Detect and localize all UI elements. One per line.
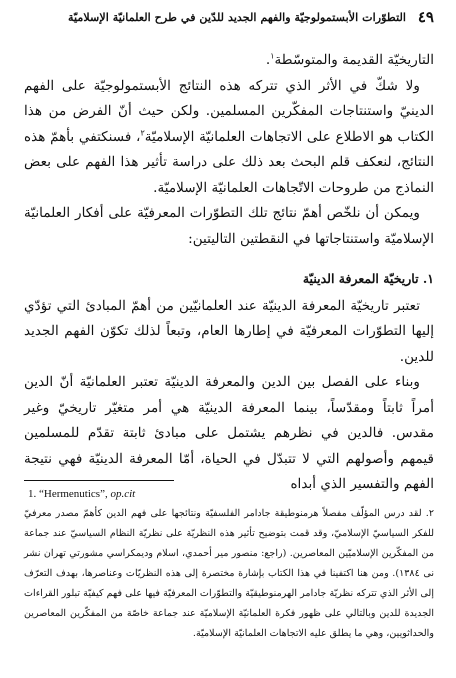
paragraph: تعتبر تاريخيّة المعرفة الدينيّة عند العلمانيّين من أهمّ المبادئ التي تؤدّي إليها التطوّرات المعرفيّة في إطارها العام، وتبعاً لذلك تكوّن الفهم الجديد للدين. — [24, 297, 434, 365]
paragraph-text: ، فسنكتفي بأهمّ هذه النتائج، لنعكف قلم البحث بعد ذلك على دراسة تأثير هذا الفهم على بعض النماذج من طروحات الاتّجاهات العلمانيّة الإسلاميّة. — [24, 128, 434, 196]
paragraph-text: التاريخيّة القديمة والمتوسّطة — [274, 52, 434, 68]
paragraph-text: ولا شكّ في الأثر الذي تتركه هذه النتائج الأبستمولوجيّة على الفهم الدينيّ واستنتاجات المفكّرين المسلمين. ولكن حيث أنّ الفرض من هذا الكتاب هو الاطلاع على الاتجاهات العلمانيّة الإسلاميّة — [24, 77, 434, 145]
footnote-number: 1. — [28, 488, 37, 500]
footnote-ref: ٢ — [140, 127, 145, 137]
footnote-divider — [24, 480, 174, 481]
page-number: ٤٩ — [417, 8, 434, 26]
page-header — [0, 8, 456, 30]
paragraph: ويمكن أن نلخّص أهمّ نتائج تلك التطوّرات المعرفيّة على أفكار العلمانيّة الإسلاميّة واستنتاجاتها في النقطتين التاليتين: — [24, 205, 434, 247]
footnote-term: “Hermenutics”, — [39, 488, 108, 500]
main-text — [24, 48, 434, 498]
paragraph: التاريخيّة القديمة والمتوسّطة$^١$. — [265, 51, 434, 68]
footnotes — [24, 484, 434, 644]
running-title: التطوّرات الأبستمولوجيّة والفهم الجديد للدّين في طرح العلمانيّة الإسلاميّة — [68, 10, 406, 24]
footnote-1 — [28, 484, 434, 504]
footnote-citation: op.cit — [110, 488, 136, 500]
footnote-ref: ١ — [270, 51, 275, 61]
section-heading: ١. تاريخيّة المعرفة الدينيّة — [302, 271, 434, 286]
paragraph: وبناء على الفصل بين الدين والمعرفة الدينيّة تعتبر العلمانيّة أنّ الدين أمراً ثابتاً ومقدّساً، بينما المعرفة الدينيّة هي أمر متغيّر تاريخيّ وغير مقدس. فالدين في نظرهم يشتمل على مبادئ ثابتة تقدّم للمسلمين قيمهم وأصولهم التي لا تتبدّل في الحياة، أمّا المعرفة الدينيّة فهي نتيجة الفهم والتفسير الذي أبداه — [24, 374, 434, 492]
footnote-2: ٢. لقد درس المؤلّف مفصلاً هرمنوطيقة جادامر الفلسفيّة ونتائجها على فهم الدين كأهمّ مصدر معرفيّ للفكر السياسيّ الإسلاميّ، وقد قمت بتوضيح تأثير هذه النظريّة على نظريّة النظام السياسيّ عند جماعة من المفكّرين الإسلاميّين المعاصرين. (راجع: منصور مير أحمدي، اسلام وديمكراسي مشورتي تهران نشر نى ١٣٨٤). ومن هنا اكتفينا في هذا الكتاب بإشارة مختصرة إلى هذه النظريّات وعناصرها، بهدف التعرّف إلى الأثر الذي تتركه نظريّة جادامر الهرمنوطيقيّة والتطوّرات المعرفيّة فيها على فهم كيفيّة تبلور القراءات الجديدة للدين وبالتالي على ظهور فكرة العلمانيّة الإسلاميّة عند جماعة خاصّة من المفكّرين المعاصرين والحداثويين، وهي ما يطلق عليه الاتجاهات العلمانيّة الإسلاميّة. — [24, 508, 435, 639]
paragraph — [24, 74, 434, 202]
